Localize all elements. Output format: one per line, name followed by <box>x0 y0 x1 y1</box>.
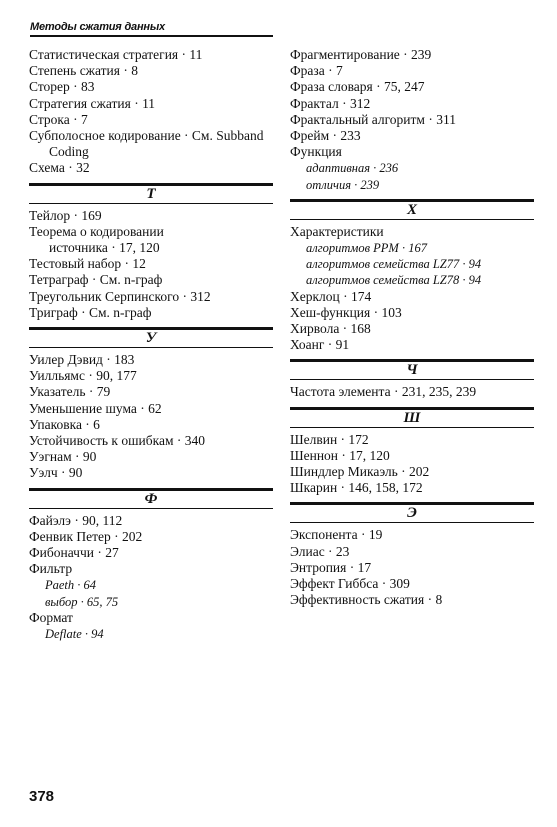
index-entry: Фрагментирование · 239 <box>290 47 432 62</box>
index-subentry: отличия · 239 <box>306 177 380 192</box>
running-header: Методы сжатия данных <box>30 21 273 37</box>
index-entry: Упаковка · 6 <box>29 416 100 432</box>
index-entry: Фраза словаря · 75, 247 <box>290 79 425 95</box>
page-number: 378 <box>29 788 55 805</box>
section-letter: Ш <box>403 409 421 426</box>
index-entry: Строка · 7 <box>29 111 88 127</box>
index-entry-continuation: Coding <box>49 144 89 160</box>
index-column-left <box>29 47 273 642</box>
index-entry: Схема · 32 <box>29 160 90 176</box>
index-entry: Шкарин · 146, 158, 172 <box>290 480 423 496</box>
index-entry <box>29 128 273 160</box>
index-entry: Фрактал · 312 <box>290 95 371 111</box>
index-entry-continuation: источника · 17, 120 <box>49 240 160 256</box>
section-letter: Э <box>407 505 417 522</box>
index-column-right <box>290 47 534 608</box>
index-entry: Шелвин · 172 <box>290 431 369 447</box>
index-entry: Степень сжатия · 8 <box>29 63 138 79</box>
index-entry: Формат <box>29 609 73 625</box>
index-entry: Указатель · 79 <box>29 384 111 400</box>
section-letter: Ч <box>406 362 418 379</box>
index-entry: Фраза · 7 <box>290 63 343 79</box>
section-letter: У <box>145 330 157 347</box>
index-entry: Шеннон · 17, 120 <box>290 447 390 463</box>
index-entry: Шиндлер Микаэль · 202 <box>290 464 430 480</box>
index-entry: Файэлэ · 90, 112 <box>29 512 123 528</box>
index-entry: Триграф · См. n-граф <box>29 304 152 320</box>
section-letter: Т <box>146 185 156 202</box>
section-divider-t <box>29 183 273 204</box>
index-entry: Фрейм · 233 <box>290 128 361 144</box>
index-entry: Уэлч · 90 <box>29 465 83 481</box>
index-subentry: адаптивная · 236 <box>306 161 399 176</box>
index-subentry: алгоритмов семейства LZ77 · 94 <box>306 257 482 272</box>
section-divider-u <box>29 327 273 348</box>
section-divider-e <box>290 502 534 523</box>
index-entry: Энтропия · 17 <box>290 559 372 575</box>
index-entry: Хоанг · 91 <box>290 337 350 353</box>
index-entry: Уилер Дэвид · 183 <box>29 352 135 368</box>
section-letter: Х <box>406 201 417 218</box>
index-entry-text: Субполосное кодирование · См. Subband <box>29 128 264 144</box>
index-entry: Хеш-функция · 103 <box>290 304 402 320</box>
index-entry: Уменьшение шума · 62 <box>29 400 162 416</box>
index-entry: Уэгнам · 90 <box>29 449 97 465</box>
index-subentry: Paeth · 64 <box>45 578 97 593</box>
index-entry: Тейлор · 169 <box>29 207 102 223</box>
index-subentry: алгоритмов семейства LZ78 · 94 <box>306 273 482 288</box>
index-entry: Характеристики <box>290 223 384 239</box>
index-entry: Сторер · 83 <box>29 79 95 95</box>
index-entry: Элиас · 23 <box>290 543 350 559</box>
index-entry: Фибоначчи · 27 <box>29 545 119 561</box>
index-entry: Фильтр <box>29 561 73 577</box>
section-divider-sh <box>290 407 534 428</box>
index-entry-text: Теорема о кодировании <box>29 223 164 239</box>
index-entry: Частота элемента · 231, 235, 239 <box>290 384 477 400</box>
index-entry: Устойчивость к ошибкам · 340 <box>29 433 205 449</box>
index-entry: Статистическая стратегия · 11 <box>29 47 203 62</box>
section-divider-ch <box>290 359 534 380</box>
index-entry: Эффективность сжатия · 8 <box>290 592 443 608</box>
index-entry: Функция <box>290 144 342 160</box>
index-subentry: выбор · 65, 75 <box>45 594 119 609</box>
index-subentry: алгоритмов PPM · 167 <box>306 241 427 256</box>
index-entry: Экспонента · 19 <box>290 527 383 543</box>
index-entry: Уилльямс · 90, 177 <box>29 368 137 384</box>
section-divider-kh <box>290 199 534 220</box>
section-letter: Ф <box>144 490 158 507</box>
index-entry: Хирвола · 168 <box>290 321 371 337</box>
index-entry: Фрактальный алгоритм · 311 <box>290 111 456 127</box>
index-entry: Эффект Гиббса · 309 <box>290 576 410 592</box>
index-entry: Тетраграф · См. n-граф <box>29 272 163 288</box>
index-subentry: Deflate · 94 <box>45 627 104 642</box>
index-entry: Тестовый набор · 12 <box>29 256 146 272</box>
index-entry: Фенвик Петер · 202 <box>29 528 143 544</box>
index-entry: Стратегия сжатия · 11 <box>29 95 156 111</box>
index-entry: Треугольник Серпинского · 312 <box>29 288 211 304</box>
index-entry: Херклоц · 174 <box>290 288 372 304</box>
index-entry <box>29 224 273 256</box>
section-divider-f <box>29 488 273 509</box>
